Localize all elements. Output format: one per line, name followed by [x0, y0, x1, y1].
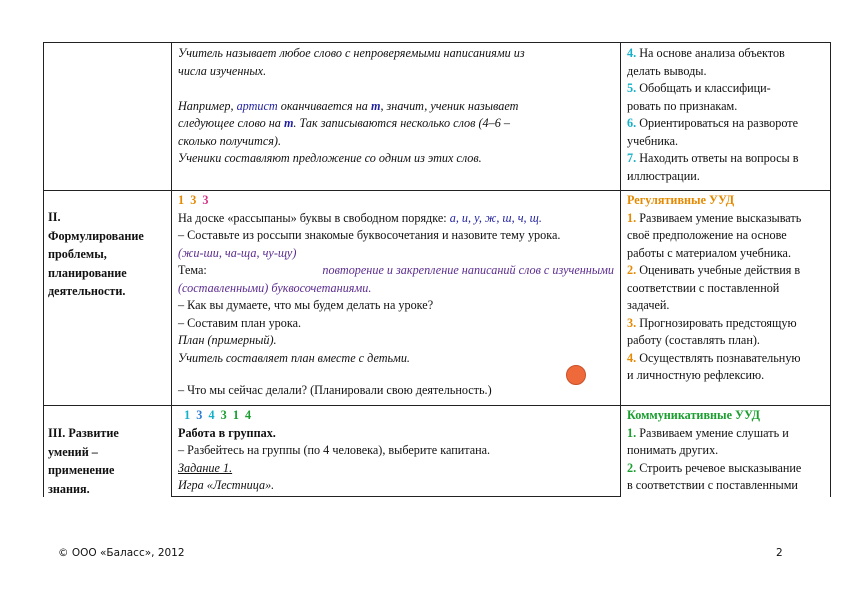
- row2-topic-line-2: (составленными) буквосочетаниями.: [178, 280, 372, 295]
- row3-stage-title: III. Развитие умений – применение знания.: [48, 426, 119, 496]
- row2-uud-list: [627, 192, 801, 385]
- row2-question-line: – Как вы думаете, что мы будем делать на уроке?: [178, 298, 434, 312]
- uud-line: своё предположение на основе: [627, 228, 787, 242]
- row2-plan-note: План (примерный).: [178, 333, 277, 347]
- row2-task-line: – Составьте из россыпи знакомые буквосочетания и назовите тему урока.: [178, 228, 561, 242]
- uud-line: делать выводы.: [627, 63, 707, 78]
- uud-line: понимать других.: [627, 443, 719, 457]
- example-word: артист: [236, 98, 278, 113]
- uud-line: работы с материалом учебника.: [627, 245, 792, 260]
- row1-example-line-3: сколько получится).: [178, 133, 282, 148]
- row2-reflection-line: – Что мы сейчас делали? (Планировали свою деятельность.): [178, 383, 492, 397]
- uud-line: 6. Ориентироваться на развороте: [627, 116, 799, 130]
- row2-lesson-text: [178, 192, 614, 400]
- uud-line: 2. Строить речевое высказывание: [627, 460, 802, 475]
- row1-lesson-text: [178, 45, 614, 168]
- table-border-bottom: [171, 496, 621, 497]
- uud-line: 4. На основе анализа объектов: [627, 46, 785, 60]
- row3-assignment: Задание 1.: [178, 460, 233, 475]
- row2-combos-line: (жи-ши, ча-ща, чу-щу): [178, 245, 297, 260]
- table-row-divider-2: [43, 405, 831, 406]
- uud-line: иллюстрации.: [627, 168, 700, 183]
- row2-stage-title: II. Формулирование проблемы, планирование деятельности.: [48, 210, 144, 298]
- row1-example-line-1: Например, артист оканчивается на т, значит, ученик называет: [178, 98, 519, 113]
- row2-plan-task-line: – Составим план урока.: [178, 315, 302, 330]
- footer-page-number: 2: [776, 547, 783, 559]
- row1-uud-list: [627, 45, 799, 185]
- uud-line: 4. Осуществлять познавательную: [627, 350, 801, 365]
- row3-group-title: Работа в группах.: [178, 425, 276, 440]
- row1-lesson-line-2: числа изученных.: [178, 63, 267, 78]
- row3-game: Игра «Лестница».: [178, 478, 275, 492]
- uud-line: 3. Прогнозировать предстоящую: [627, 315, 797, 330]
- row1-example-line-2: следующее слово на т. Так записываются несколько слов (4–6 –: [178, 116, 510, 130]
- row3-group-task: – Разбейтесь на группы (по 4 человека), выберите капитана.: [178, 443, 491, 457]
- footer-copyright: © ООО «Баласс», 2012: [58, 547, 185, 559]
- row3-uud-list: [627, 407, 801, 495]
- orange-circle-marker: [566, 365, 586, 385]
- table-col-divider-2: [620, 42, 621, 497]
- uud-line: 7. Находить ответы на вопросы в: [627, 151, 799, 165]
- row1-sentence-line: Ученики составляют предложение со одним из этих слов.: [178, 151, 482, 165]
- uud-line: в соответствии с поставленными: [627, 478, 798, 492]
- regulatory-uud-title: Регулятивные УУД: [627, 193, 735, 207]
- uud-line: соответствии с поставленной: [627, 280, 780, 295]
- uud-line: ровать по признакам.: [627, 98, 738, 113]
- uud-line: задачей.: [627, 298, 670, 312]
- table-border-top: [43, 42, 831, 43]
- row3-lesson-text: [178, 407, 614, 495]
- row2-markers: 1 3 3: [178, 193, 209, 207]
- uud-line: учебника.: [627, 133, 679, 148]
- table-row-divider-1: [43, 190, 831, 191]
- row1-lesson-line-1: Учитель называет любое слово с непроверяемыми написаниями из: [178, 46, 525, 60]
- table-border-left: [43, 42, 44, 497]
- uud-line: 1. Развиваем умение слушать и: [627, 425, 789, 440]
- row3-markers: 1 3 4 3 1 4: [184, 408, 252, 422]
- uud-line: 1. Развиваем умение высказывать: [627, 210, 802, 225]
- table-border-right: [830, 42, 831, 497]
- row2-topic-line: Тема: повторение и закрепление написаний слов с изученными: [178, 263, 614, 277]
- communicative-uud-title: Коммуникативные УУД: [627, 408, 761, 422]
- uud-line: и личностную рефлексию.: [627, 368, 765, 382]
- row2-teacher-note: Учитель составляет план вместе с детьми.: [178, 350, 410, 365]
- row2-board-line: На доске «рассыпаны» буквы в свободном порядке: а, и, у, ж, ш, ч, щ.: [178, 210, 542, 225]
- uud-line: 2. Оценивать учебные действия в: [627, 263, 801, 277]
- uud-line: работу (составлять план).: [627, 333, 760, 347]
- uud-line: 5. Обобщать и классифици-: [627, 81, 771, 95]
- table-col-divider-1: [171, 42, 172, 497]
